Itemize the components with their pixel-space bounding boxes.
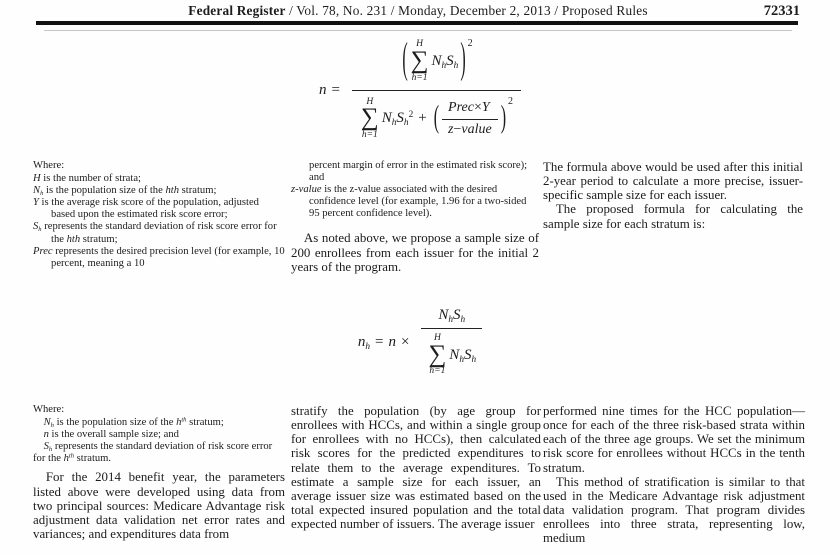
exponent: 2 [467, 38, 473, 50]
definition-term: z-value [291, 184, 322, 196]
journal-name: Federal Register [188, 3, 286, 18]
exponent: 2 [508, 95, 514, 107]
definition-term: Prec [33, 245, 53, 257]
paragraph: This method of stratification is similar to that used in the Medicare Advantage risk adjustment data validation program. That program divides enrollees into three strata, representing low, medium [543, 474, 805, 546]
definition-term: S [33, 221, 39, 233]
definition-term: Y [33, 197, 39, 209]
definition: $N_h$ is the population size of the $h^{th}$ stratum; [43, 416, 224, 430]
definition-term: S [43, 441, 49, 453]
definition: $S_h$ represents the standard deviation of risk score error for the hth stratum; [33, 221, 277, 245]
column-bottom-middle [291, 404, 541, 531]
definition-term: N [43, 417, 51, 429]
summation-symbol: H ∑ h=1 [428, 332, 447, 377]
stratum-sample-size-formula [0, 296, 840, 388]
column-bottom-left [33, 404, 285, 541]
where-label: Where: [33, 160, 65, 171]
paragraph: The proposed formula for calculating the sample size for each stratum is: [543, 202, 803, 231]
summation-symbol: H ∑ h=1 [410, 39, 429, 83]
definition: H is the number of strata; [33, 173, 141, 185]
definition-term: N [33, 185, 41, 197]
parenthesis: ) [500, 100, 507, 135]
definition: n is the overall sample size; and [43, 429, 179, 441]
parenthesis: ( [433, 100, 440, 135]
header-issue-info: / Vol. 78, No. 231 / Monday, December 2, 2013 / Proposed Rules [285, 3, 648, 18]
definition: Y is the average risk score of the population, adjusted based upon the estimated risk score error; [33, 197, 259, 221]
where-label: Where: [33, 404, 65, 415]
header-rule-thin [44, 30, 792, 31]
parenthesis: ( [402, 37, 408, 83]
column-top-left [33, 160, 285, 270]
fraction: $\frac{\text{Prec×Y}}{\text{z−value}}$ [442, 100, 498, 138]
header-title [36, 3, 800, 19]
definition: z-value is the z-value associated with the desired confidence level (for example, 1.96 for a two-sided 95 percent confidence level). [291, 184, 527, 220]
column-top-middle [291, 160, 539, 274]
paragraph: performed nine times for the HCC population—once for each of the three risk-based strata within each of the three age groups. We set the minimum risk score for enrollees without HCCs in the tenth stratum. [543, 404, 805, 475]
definition-continuation: percent margin of error in the estimated risk score); and [309, 160, 528, 184]
page-number: 72331 [763, 3, 800, 19]
page-header [36, 3, 800, 21]
fraction: $N_hS_h$ H ∑ h=1 $N_hS_h$ [421, 307, 482, 377]
definition: $N_h$ is the population size of the hth stratum; [33, 185, 217, 198]
paragraph: stratify the population (by age group for enrollees with HCCs, and within a single group for enrollees with no HCCs), then calculated risk scores for the predicted expenditures to relate them to the average expenditures. To estimate a sample size for each issuer, an average issuer size was estimated based on the total expected insured population and the total expected number of issuers. The average issuer [291, 404, 541, 532]
column-top-right [543, 160, 803, 231]
definition: $S_h$ represents the standard deviation of risk score error for the $h^{th}$ stratum. [33, 441, 273, 465]
column-bottom-right [543, 404, 805, 546]
definition-term: n [43, 429, 49, 441]
paragraph: The formula above would be used after this initial 2-year period to calculate a more precise, issuer-specific sample size for each issuer. [543, 160, 803, 203]
formula-lhs: n = [318, 81, 340, 98]
header-rule-thick [36, 21, 798, 25]
definition: Prec represents the desired precision level (for example, 10 percent, meaning a 10 [33, 245, 285, 269]
parenthesis: ) [460, 37, 466, 83]
formula-lhs: $n_h = n$ × [357, 333, 410, 352]
paragraph: For the 2014 benefit year, the parameters listed above were developed using data from two principal sources: Medicare Advantage risk adjustment data validation net error rates and variances; and expenditures data from [33, 470, 285, 542]
fraction: ( H ∑ h=1 $N_hS_h$ ) 2 H ∑ h=1 $N_hS_h^2$ + ( $\frac{\text{Prec×Y}}{\text{z−value}}$ ) 2 [352, 37, 521, 143]
summation-symbol: H ∑ h=1 [360, 96, 379, 140]
definition-term: H [33, 173, 41, 185]
overall-sample-size-formula [0, 34, 840, 146]
paragraph: As noted above, we propose a sample size of 200 enrollees from each issuer for the initial 2 years of the program. [291, 231, 539, 274]
